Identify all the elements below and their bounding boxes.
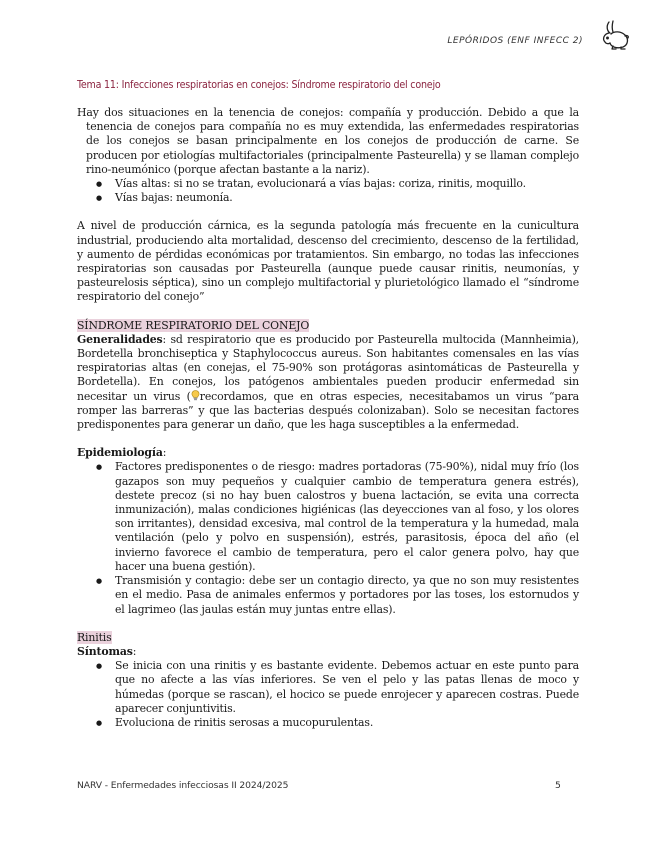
topic-title: Tema 11: Infecciones respiratorias en conejos: Síndrome respiratorio del conejo [77, 79, 441, 91]
generalities-paragraph [77, 333, 579, 432]
rhinitis-heading: Rinitis [77, 630, 112, 644]
header-label: LEPÓRIDOS (ENF INFECC 2) [447, 36, 583, 46]
symptoms-bullet-list [77, 659, 579, 730]
heading-colon: : [162, 446, 167, 460]
generalities-label: Generalidades [77, 332, 163, 346]
epidemiology-bullet-list [77, 460, 579, 616]
generalities-text: : sd respiratorio que es producido por Pasteurella multocida (Mannheimia), Bordetella bronchiseptica y Staphylococcus aureus. Son habitantes comensales en las vías respiratorias altas (en conejas, el 75-90% son protágoras asintomáticas de Pasteurella y Bordetella). En conejos, los patógenos ambientales pueden producir enfermedad sin necesitar un virus ( [77, 332, 579, 403]
list-item: ● Evoluciona de rinitis serosas a mucopurulentas. [115, 716, 579, 730]
list-item: ● Factores predisponentes o de riesgo: madres portadoras (75-90%), nidal muy frío (los gazapos son muy pequeños y cualquier cambio de temperatura genera estrés), destete precoz (si no hay buen calostros y buena lactación, se evita una correcta inmunización), malas condiciones higiénicas (las deyecciones van al foso, y los olores son irritantes), densidad excesiva, mal control de la temperatura y la humedad, mala ventilación (pelo y polvo en suspensión), estrés, parasitosis, época del año (el invierno favorece el cambio de temperatura, pero el calor genera polvo, hay que hacer una buena gestión). [115, 460, 579, 574]
symptoms-label: Síntomas [77, 644, 133, 658]
syndrome-heading: SÍNDROME RESPIRATORIO DEL CONEJO [77, 318, 310, 332]
list-item: ● Vías bajas: neumonía. [115, 191, 579, 205]
generalities-text-cont: recordamos, que en otras especies, necesitabamos un virus “para romper las barreras” y que las bacterias después colonizaban). Solo se necesitan factores predisponentes para generar un daño, que les haga susceptibles a la enfermedad. [77, 389, 579, 432]
footer-page-number: 5 [555, 780, 561, 791]
document-body [77, 106, 579, 730]
list-item: ● Transmisión y contagio: debe ser un contagio directo, ya que no son muy resistentes en el medio. Pasa de animales enfermos y portadores por las toses, los estornudos y el lagrimeo (las jaulas están muy juntas entre ellas). [115, 574, 579, 617]
lightbulb-icon [191, 390, 200, 401]
intro-bullet-list [77, 177, 579, 205]
production-paragraph: A nivel de producción cárnica, es la segunda patología más frecuente en la cunicultura industrial, produciendo alta mortalidad, descenso del crecimiento, descenso de la fertilidad, y aumento de pérdidas económicas por tratamientos. Sin embargo, no todas las infecciones respiratorias son causadas por Pasteurella (aunque puede causar rinitis, neumonías, y pasteurelosis séptica), sino un complejo multifactorial y plurietológico llamado el “síndrome respiratorio del conejo” [77, 219, 579, 304]
intro-paragraph: Hay dos situaciones en la tenencia de conejos: compañía y producción. Debido a que la tenencia de conejos para compañía no es muy extendida, las enfermedades respiratorias de los conejos se basan principalmente en los conejos de producción de carne. Se producen por etiologías multifactoriales (principalmente Pasteurella) y se llaman complejo rino-neumónico (porque afectan bastante a la nariz). [77, 106, 579, 176]
list-item: ● Vías altas: si no se tratan, evolucionará a vías bajas: coriza, rinitis, moquillo. [115, 177, 579, 191]
list-item: ● Se inicia con una rinitis y es bastante evidente. Debemos actuar en este punto para que no afecte a las vías inferiores. Se ven el pelo y las patas llenas de moco y húmedas (porque se rascan), el hocico se puede enrojecer y aparecen costras. Puede aparecer conjuntivitis. [115, 659, 579, 716]
footer-course: NARV - Enfermedades infecciosas II 2024/2025 [77, 780, 289, 791]
epidemiology-heading: Epidemiología [77, 446, 163, 460]
heading-colon: : [132, 644, 137, 658]
rabbit-icon [597, 18, 631, 52]
